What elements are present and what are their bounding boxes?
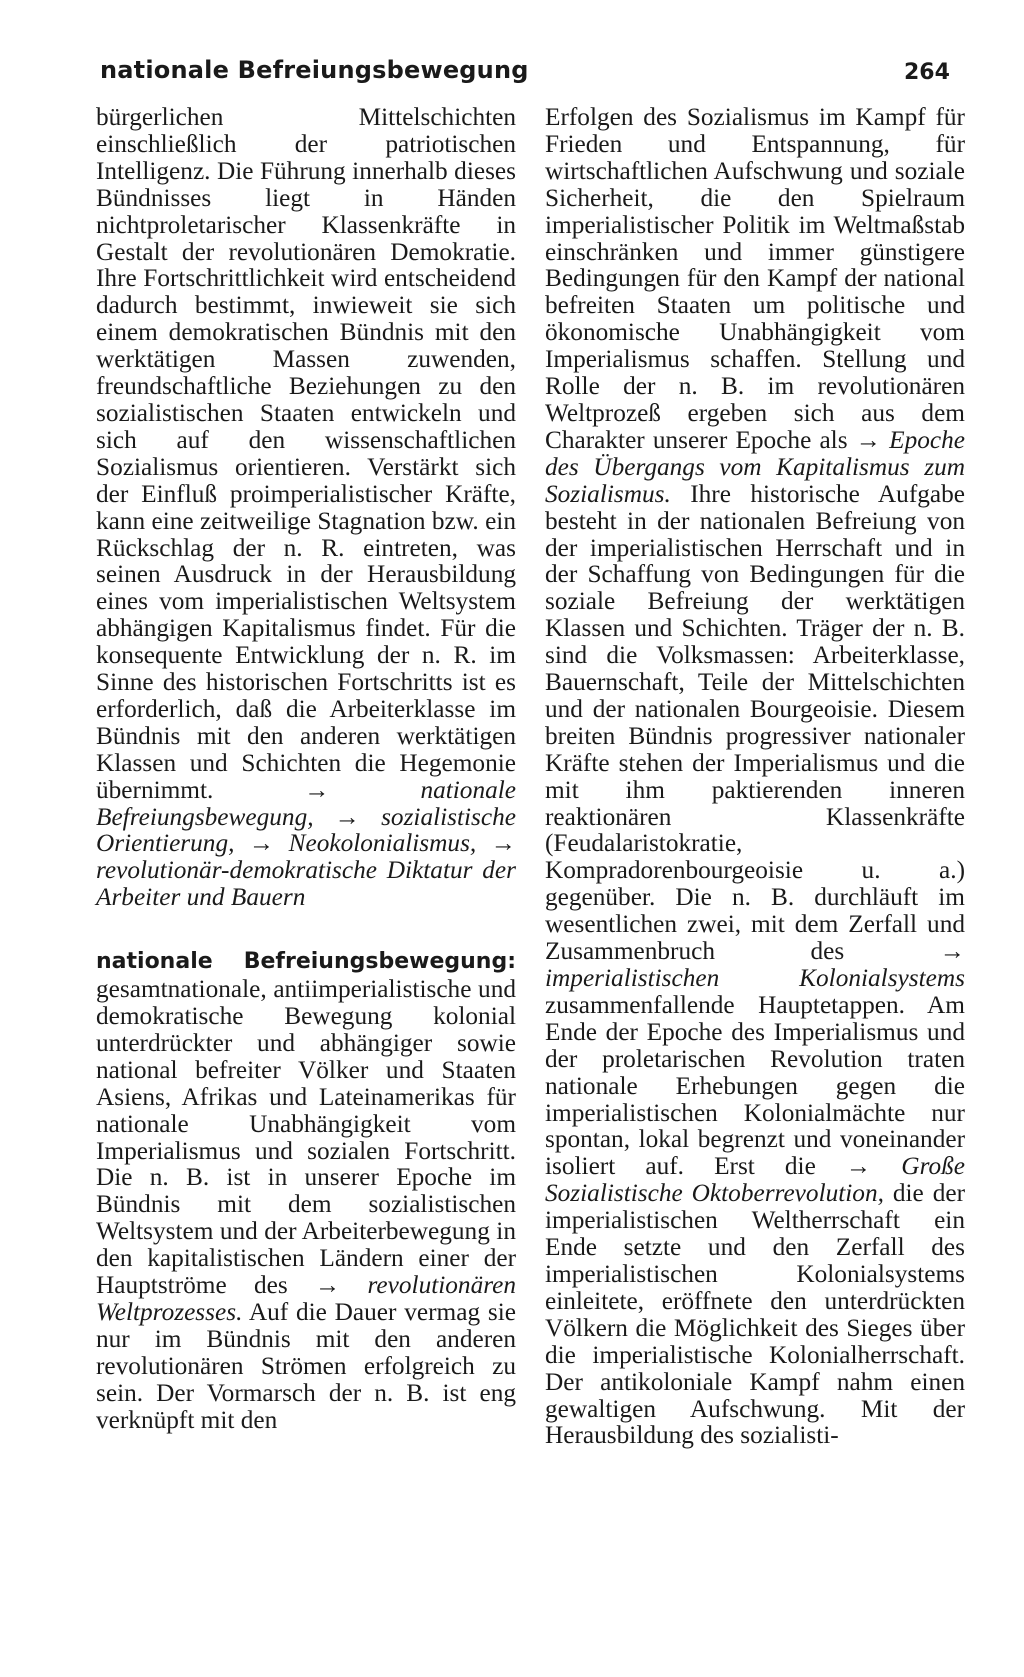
cross-reference-arrow: → [334, 802, 360, 831]
cross-reference[interactable]: revolutionären Weltprozesses. [96, 1271, 517, 1326]
cross-reference[interactable]: sozialistische Orientierung, [96, 802, 516, 858]
cross-reference[interactable]: Neokolonialismus, [288, 829, 477, 858]
body-text: Ihre historische Aufgabe besteht in der nationalen Befreiung von der imperialistischen Herrschaft und in der Schaffung von Bedingungen für die soziale Befreiung der werktätigen Klassen und Schichten. Träger der n. B. sind die Volksmassen: Arbeiterklasse, Bauernschaft, Teile der Mittelschichten und der nationalen Bourgeoisie. Diesem breiten Bündnis progressiver nationaler Kräfte stehen der Imperialismus und die mit ihm paktierenden inneren reaktionären Klassenkräfte (Feudalaristokratie, Kompradorenbourgeoisie u. a.) gegenüber. Die n. B. durchläuft im wesentlichen zwei, mit dem Zerfall und Zusammenbruch des [545, 479, 965, 966]
cross-reference[interactable]: imperialistischen Kolonialsystems [545, 964, 965, 992]
cross-reference[interactable]: Epoche des Übergangs vom Kapitalismus zum Sozialismus. [545, 425, 965, 508]
body-text: Auf die Dauer vermag sie nur im Bündnis mit den anderen revolutionären Strömen erfolgreich zu sein. Der Vormarsch der n. B. ist eng verknüpft mit den [96, 1297, 516, 1434]
entry-continuation [545, 104, 965, 1449]
cross-reference[interactable]: nationale Befreiungsbewegung, [96, 775, 517, 831]
cross-reference-arrow: → [939, 937, 966, 966]
running-head: nationale Befreiungsbewegung [100, 56, 529, 84]
cross-reference-arrow: → [855, 425, 881, 454]
body-text: Erfolgen des Sozialismus im Kampf für Frieden und Entspannung, für wirtschaftlichen Aufschwung und soziale Sicherheit, die den Spielraum imperialistischer Politik im Weltmaßstab einschränken und immer günstigere Bedingungen für den Kampf der national befreiten Staaten um politische und ökonomische Unabhängigkeit vom Imperialismus schaffen. Stellung und Rolle der n. B. im revolutionären Weltprozeß ergeben sich aus dem Charakter unserer Epoche als [545, 103, 965, 454]
cross-reference[interactable]: Große Sozialistische Oktoberrevolution, [545, 1152, 965, 1208]
cross-reference-arrow: → [248, 829, 275, 858]
body-text: gesamtnationale, antiimperialistische und demokratische Bewegung kolonial unterdrückter und abhängiger sowie national befreiter Völker und Staaten Asiens, Afrikas und Lateinamerikas für nationale Unabhängigkeit vom Imperialismus und sozialen Fortschritt. Die n. B. ist in unserer Epoche im Bündnis mit dem sozialistischen Weltsystem und der Arbeiterbewegung in den kapitalistischen Ländern einer der Hauptströme des [96, 975, 516, 1300]
cross-reference[interactable]: revolutionär-demokratische Diktatur der Arbeiter und Bauern [96, 856, 516, 912]
body-text: bürgerlichen Mittelschichten einschließlich der patriotischen Intelligenz. Die Führung innerhalb dieses Bündnisses liegt in Händen nichtproletarischer Klassenkräfte in Gestalt der revolutionären Demokratie. Ihre Fortschrittlichkeit wird entscheidend dadurch bestimmt, inwieweit sie sich einem demokratischen Bündnis mit den werktätigen Massen zuwenden, freundschaftliche Beziehungen zu den sozialistischen Staaten entwickeln und sich auf den wissenschaftlichen Sozialismus orientieren. Verstärkt sich der Einfluß proimperialistischer Kräfte, kann eine zeitweilige Stagnation bzw. ein Rückschlag der n. R. eintreten, was seinen Ausdruck in der Herausbildung eines vom imperialistischen Weltsystem abhängigen Kapitalismus findet. Für die konsequente Entwicklung der n. R. im Sinne des historischen Fortschritts ist es erforderlich, daß die Arbeiterklasse im Bündnis mit den anderen werktätigen Klassen und Schichten die Hegemonie übernimmt. [96, 103, 516, 804]
dictionary-entry [96, 947, 516, 1433]
page-number: 264 [904, 60, 950, 85]
cross-reference-arrow: → [845, 1152, 872, 1181]
entry-headword: nationale Befreiungsbewegung: [96, 949, 516, 975]
entry-continuation [96, 104, 516, 911]
right-column [545, 104, 965, 1449]
body-text: zusammenfallende Hauptetappen. Am Ende der Epoche des Imperialismus und der proletarischen Revolution traten nationale Erhebungen gegen die imperialistischen Kolonialmächte nur spontan, lokal begrenzt und voneinander isoliert auf. Erst die [545, 990, 965, 1181]
body-text: die der imperialistischen Weltherrschaft ein Ende setzte und den Zerfall des imperialistischen Kolonialsystems einleitete, eröffnete den unterdrückten Völkern die Möglichkeit des Sieges über die imperialistische Kolonialherrschaft. Der antikoloniale Kampf nahm einen gewaltigen Aufschwung. Mit der Herausbildung des sozialisti- [545, 1179, 965, 1450]
cross-reference-arrow: → [304, 775, 330, 804]
cross-reference-arrow: → [490, 829, 516, 858]
cross-reference-arrow: → [314, 1271, 341, 1300]
left-column [96, 104, 516, 1434]
